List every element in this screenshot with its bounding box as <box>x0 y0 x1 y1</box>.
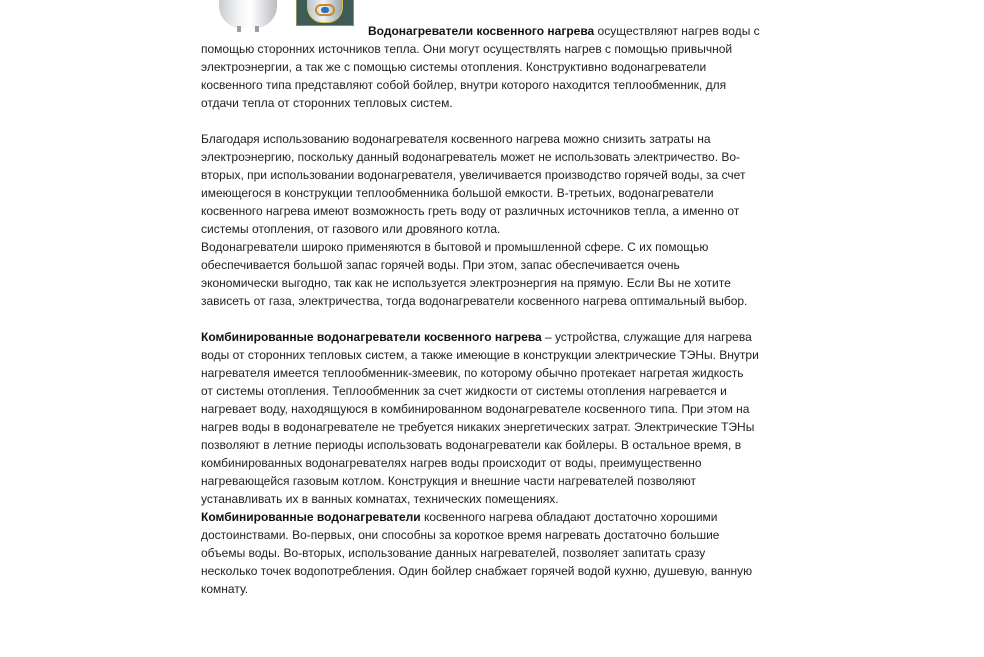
paragraph-intro-cont: помощью сторонних источников тепла. Они могут осуществлять нагрев с помощью привычной электроэнергии, а так же с помощью системы отопления. Конструктивно водонагреватели косвенного типа представляют собой бойлер, внутри которого находится теплообменник, для отдачи тепла от сторонних тепловых систем. <box>201 42 733 110</box>
article <box>201 0 766 598</box>
paragraph-advantages: Комбинированные водонагреватели косвенного нагрева обладают достаточно хорошими достоинствами. Во-первых, они способны за короткое время нагревать достаточно большие объемы воды. Во-вторых, использование данных нагревателей, позволяет запитать сразу несколько точек водопотребления. Один бойлер снабжает горячей водой кухню, душевую, ванную комнату. <box>201 510 753 596</box>
intro-bold-term: Водонагреватели косвенного нагрева <box>368 24 595 38</box>
paragraph-intro: Водонагреватели косвенного нагрева осуществляют нагрев воды с <box>368 24 760 38</box>
paragraph-usage: Водонагреватели широко применяются в бытовой и промышленной сфере. С их помощью обеспечивается большой запас горячей воды. При этом, запас обеспечивается очень экономически выгодно, так как не используется электроэнергия на прямую. Если Вы не хотите зависеть от газа, электричества, тогда водонагреватели косвенного нагрева оптимальный выбор. <box>201 240 748 308</box>
paragraph-combined: Комбинированные водонагреватели косвенного нагрева – устройства, служащие для нагрева воды от сторонних тепловых систем, а также имеющие в конструкции электрические ТЭНы. Внутри нагревателя имеется теплообменник-змеевик, по которому обычно протекает нагретая жидкость от системы отопления. Теплообменник за счет жидкости от системы отопления нагревается и нагревает воду, находящуюся в комбинированном водонагревателе косвенного типа. При этом на нагрев воды в водонагревателе не требуется никаких энергетических затрат. Электрические ТЭНы позволяют в летние периоды использовать водонагреватели как бойлеры. В остальное время, в комбинированных водонагревателях нагрев воды происходит от воды, преимущественно нагревающейся газовым котлом. Конструкция и внешние части нагревателей позволяют устанавливать их в ванных комнатах, технических помещениях. <box>201 330 759 506</box>
paragraph-benefits: Благодаря использованию водонагревателя косвенного нагрева можно снизить затраты на электроэнергию, поскольку данный водонагреватель может не использовать электричество. Во- вторых, при использовании водонагревателя, увеличивается производство горячей воды, за счет имеющегося в конструкции теплообменника большой емкости. В-третьих, водонагреватели косвенного нагрева имеют возможность греть воду от различных источников тепла, а именно от системы отопления, от газового или дровяного котла. <box>201 132 746 236</box>
advantages-bold-term: Комбинированные водонагреватели <box>201 510 421 524</box>
combined-bold-term: Комбинированные водонагреватели косвенного нагрева <box>201 330 542 344</box>
